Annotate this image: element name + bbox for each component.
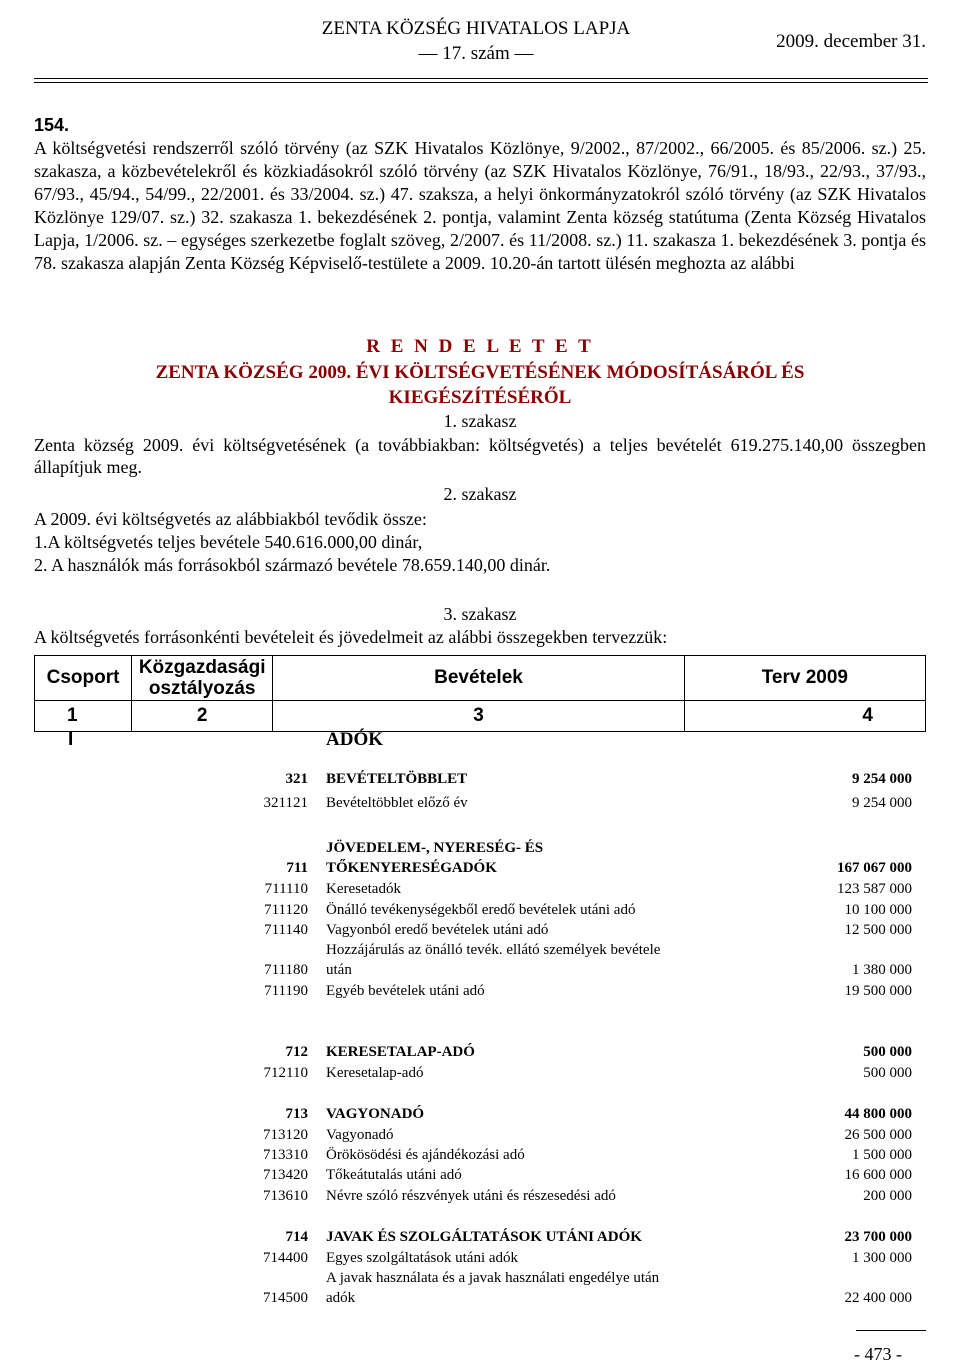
row-code: 711120 [264, 902, 308, 918]
article-2-line-3: 2. A használók más forrásokból származó bevétele 78.659.140,00 dinár. [34, 555, 551, 575]
group-name: ADÓK [326, 729, 383, 750]
issue-date: 2009. december 31. [776, 31, 926, 52]
article-3-text: A költségvetés forrásonkénti bevételeit és jövedelmeit az alábbi összegekben tervezzük: [34, 627, 668, 647]
article-2-heading: 2. szakasz [443, 484, 517, 504]
row-amount: 26 500 000 [844, 1127, 912, 1143]
row-amount: 9 254 000 [852, 771, 912, 787]
section-number: 154. [34, 115, 70, 135]
row-code: 714 [285, 1229, 308, 1245]
row-name: Keresetalap-adó [326, 1065, 424, 1081]
decree-title-line-1: ZENTA KÖZSÉG 2009. ÉVI KÖLTSÉGVETÉSÉNEK MÓDOSÍTÁSÁRÓL ÉS [155, 362, 805, 383]
col-header-classification: Közgazdasági osztályozás [132, 656, 273, 701]
decree-title-line-2: KIEGÉSZÍTÉSÉRŐL [388, 387, 572, 408]
article-1-heading: 1. szakasz [443, 411, 517, 431]
col-header-revenues: Bevételek [273, 656, 684, 701]
row-name: Egyes szolgáltatások utáni adók [326, 1250, 519, 1266]
row-name: Vagyonadó [326, 1127, 394, 1143]
row-amount: 23 700 000 [844, 1229, 912, 1245]
row-amount: 1 500 000 [852, 1147, 912, 1163]
row-name: adók [326, 1290, 356, 1306]
row-name: JAVAK ÉS SZOLGÁLTATÁSOK UTÁNI ADÓK [326, 1229, 642, 1245]
header-rule [34, 78, 928, 79]
row-code: 711 [286, 860, 308, 876]
article-2-line-1: A 2009. évi költségvetés az alábbiakból tevődik össze: [34, 509, 427, 529]
row-name: Örökösödési és ajándékozási adó [326, 1147, 525, 1163]
colnum-2: 2 [132, 701, 273, 732]
row-code: 712110 [263, 1065, 308, 1081]
row-name: VAGYONADÓ [326, 1106, 425, 1122]
row-name: TŐKENYERESÉGADÓK [326, 860, 497, 876]
row-name: Névre szóló részvények utáni és részesedési adó [326, 1188, 616, 1204]
table-header-row [35, 656, 926, 701]
row-name: JÖVEDELEM-, NYERESÉG- ÉS [326, 840, 544, 856]
row-amount: 9 254 000 [852, 795, 912, 811]
row-amount: 16 600 000 [844, 1167, 912, 1183]
row-code: 713610 [263, 1188, 308, 1204]
row-name: után [326, 962, 352, 978]
col-header-plan: Terv 2009 [684, 656, 925, 701]
row-code: 713310 [263, 1147, 308, 1163]
decree-heading: R E N D E L E T E T [366, 336, 594, 357]
row-code: 713120 [263, 1127, 308, 1143]
row-amount: 22 400 000 [844, 1290, 912, 1306]
row-code: 714500 [263, 1290, 308, 1306]
footer-rule [856, 1330, 926, 1331]
row-name: Bevételtöbblet előző év [326, 795, 468, 811]
row-name: KERESETALAP-ADÓ [326, 1044, 475, 1060]
row-name: Tőkeátutalás utáni adó [326, 1167, 462, 1183]
preamble-text: A költségvetési rendszerről szóló törvény (az SZK Hivatalos Közlönye, 9/2002., 87/2002., 66/2005. és 85/2006. sz.) 25. szakasza, a közbevételekről és közkiadásokról szóló törvény (az SZK Hivatalos Közlönye, 76/91., 18/93., 22/93., 37/93., 67/93., 45/94., 54/99., 22/2001. és 33/2004. sz.) 47. szaksza, a helyi önkormányzatokról szóló törvény (az SZK Hivatalos Közlönye 129/07. sz.) 32. szakasza 1. bekezdésének 2. pontja, valamint Zenta község statútuma (Zenta Község Hivatalos Lapja, 1/2006. sz. – egységes szerkezetbe foglalt szöveg, 2/2007. és 11/2008. sz.) 11. szakasza 1. bekezdésének 3. pontja és 78. szakasza alapján Zenta Község Képviselő-testülete a 2009. 10.20-án tartott ülésén meghozta az alábbi [34, 138, 926, 273]
issue-number: — 17. szám — [418, 43, 534, 64]
article-2-line-2: 1.A költségvetés teljes bevétele 540.616.000,00 dinár, [34, 532, 423, 552]
row-amount: 44 800 000 [844, 1106, 912, 1122]
row-name: Hozzájárulás az önálló tevék. ellátó személyek bevétele [326, 942, 661, 958]
colnum-4: 4 [684, 701, 925, 732]
page-number: - 473 - [854, 1344, 902, 1364]
row-code: 714400 [263, 1250, 308, 1266]
col-header-group: Csoport [35, 656, 132, 701]
row-name: Önálló tevékenységekből eredő bevételek utáni adó [326, 902, 636, 918]
row-amount: 200 000 [863, 1188, 912, 1204]
row-amount: 167 067 000 [837, 860, 912, 876]
row-name: BEVÉTELTÖBBLET [326, 771, 468, 787]
group-label: I [68, 729, 74, 750]
row-amount: 12 500 000 [844, 922, 912, 938]
article-3-heading: 3. szakasz [443, 604, 517, 624]
colnum-3: 3 [273, 701, 684, 732]
row-code: 711180 [264, 962, 308, 978]
row-code: 713 [285, 1106, 308, 1122]
row-name: A javak használata és a javak használati engedélye után [326, 1270, 660, 1286]
row-amount: 500 000 [863, 1044, 912, 1060]
row-amount: 19 500 000 [844, 983, 912, 999]
header-rule-secondary [34, 82, 928, 83]
row-amount: 1 380 000 [852, 962, 912, 978]
table-colnum-row [35, 701, 926, 732]
budget-table [34, 655, 926, 732]
row-amount: 123 587 000 [837, 881, 912, 897]
row-name: Egyéb bevételek utáni adó [326, 983, 485, 999]
row-code: 321121 [263, 795, 308, 811]
row-amount: 10 100 000 [844, 902, 912, 918]
row-code: 711190 [264, 983, 308, 999]
row-code: 712 [285, 1044, 308, 1060]
decree-title [34, 360, 926, 410]
row-name: Vagyonból eredő bevételek utáni adó [326, 922, 549, 938]
article-1-text: Zenta község 2009. évi költségvetésének (a továbbiakban: költségvetés) a teljes bevételét 619.275.140,00 összegben állapítjuk meg. [34, 435, 926, 477]
row-name: Keresetadók [326, 881, 401, 897]
row-amount: 500 000 [863, 1065, 912, 1081]
row-amount: 1 300 000 [852, 1250, 912, 1266]
row-code: 711110 [264, 881, 308, 897]
row-code: 321 [285, 771, 308, 787]
row-code: 713420 [263, 1167, 308, 1183]
journal-title: ZENTA KÖZSÉG HIVATALOS LAPJA [321, 18, 631, 39]
row-code: 711140 [264, 922, 308, 938]
colnum-1: 1 [35, 701, 132, 732]
